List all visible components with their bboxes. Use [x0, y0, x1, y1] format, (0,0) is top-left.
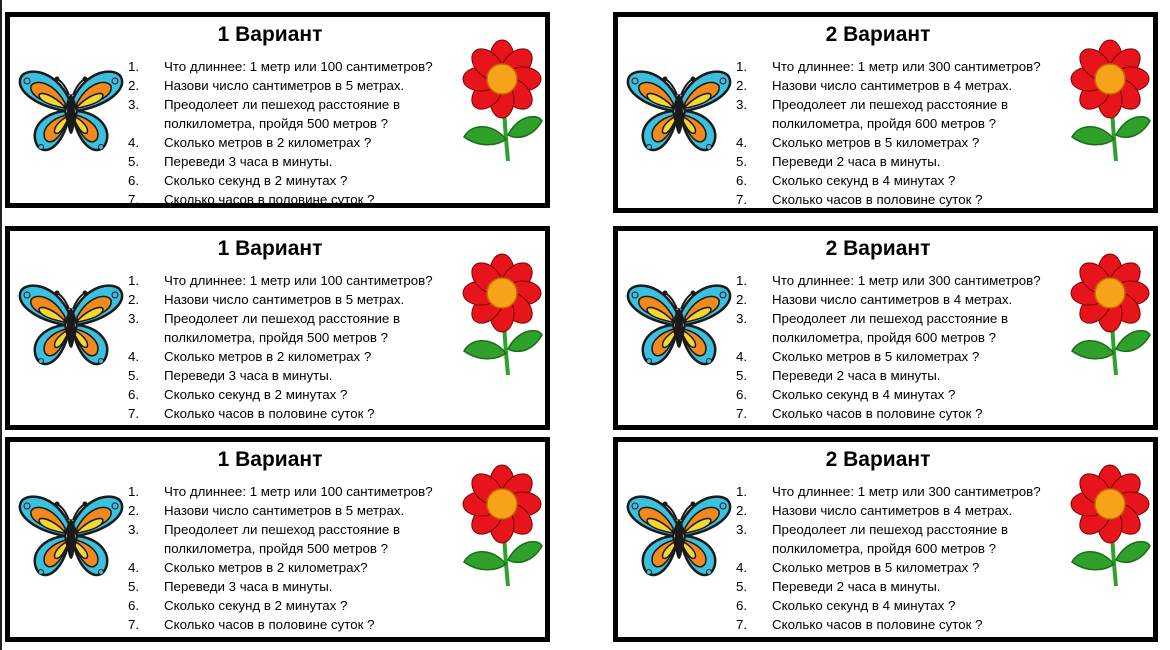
- question-item: [736, 577, 1076, 596]
- question-number: 2.: [128, 78, 140, 93]
- question-text: Сколько секунд в 4 минутах ?: [772, 173, 956, 188]
- question-text: Преодолеет ли пешеход расстояние в полкилометра, пройдя 500 метров ?: [164, 311, 401, 345]
- question-text: Преодолеет ли пешеход расстояние в полкилометра, пройдя 600 метров ?: [772, 522, 1009, 556]
- variant-title: 2 Вариант: [825, 448, 931, 471]
- question-item: [736, 596, 1076, 615]
- question-number: 5.: [736, 579, 748, 594]
- question-item: [736, 520, 1076, 558]
- question-item: [736, 95, 1076, 133]
- question-text: Преодолеет ли пешеход расстояние в полкилометра, пройдя 600 метров ?: [772, 97, 1009, 131]
- question-number: 1.: [128, 484, 140, 499]
- question-text: Переведи 2 часа в минуты.: [772, 579, 941, 594]
- variant-title: 2 Вариант: [825, 237, 931, 260]
- question-text: Переведи 2 часа в минуты.: [772, 154, 941, 169]
- question-item: [128, 558, 468, 577]
- question-item: [736, 501, 1076, 520]
- question-item: [128, 404, 468, 423]
- question-list: [128, 482, 468, 634]
- question-item: [128, 520, 468, 558]
- variant-title: 1 Вариант: [217, 448, 323, 471]
- butterfly-icon: [15, 484, 127, 584]
- question-item: [128, 171, 468, 190]
- question-text: Сколько часов в половине суток ?: [772, 406, 983, 421]
- question-text: Сколько часов в половине суток ?: [772, 192, 983, 207]
- question-text: Сколько секунд в 2 минутах ?: [164, 598, 348, 613]
- question-number: 7.: [128, 617, 140, 632]
- question-item: [736, 190, 1076, 209]
- question-item: [128, 190, 468, 209]
- question-text: Сколько часов в половине суток ?: [772, 617, 983, 632]
- question-item: [736, 152, 1076, 171]
- variant-title: 1 Вариант: [217, 23, 323, 46]
- question-text: Переведи 3 часа в минуты.: [164, 579, 333, 594]
- question-list: [128, 57, 468, 209]
- question-item: [128, 482, 468, 501]
- question-item: [128, 596, 468, 615]
- question-number: 2.: [736, 78, 748, 93]
- question-number: 5.: [128, 368, 140, 383]
- question-number: 2.: [128, 503, 140, 518]
- question-item: [736, 271, 1076, 290]
- question-item: [736, 615, 1076, 634]
- variant-title: 2 Вариант: [825, 23, 931, 46]
- flower-icon: [1068, 39, 1152, 167]
- question-text: Назови число сантиметров в 5 метрах.: [164, 78, 405, 93]
- question-text: Что длиннее: 1 метр или 300 сантиметров?: [772, 59, 1041, 74]
- variant-title: 1 Вариант: [217, 237, 323, 260]
- question-number: 3.: [128, 311, 140, 326]
- question-item: [736, 347, 1076, 366]
- question-number: 4.: [128, 135, 140, 150]
- question-text: Сколько метров в 2 километрах?: [164, 560, 368, 575]
- question-number: 7.: [128, 406, 140, 421]
- worksheet-card: [613, 437, 1158, 642]
- question-text: Что длиннее: 1 метр или 100 сантиметров?: [164, 273, 433, 288]
- question-number: 5.: [128, 154, 140, 169]
- question-list: [736, 271, 1076, 423]
- question-item: [128, 615, 468, 634]
- question-number: 3.: [128, 522, 140, 537]
- question-item: [128, 290, 468, 309]
- butterfly-icon: [623, 273, 735, 373]
- butterfly-icon: [15, 273, 127, 373]
- worksheet-card: [5, 12, 550, 208]
- question-list: [736, 57, 1076, 209]
- question-number: 1.: [128, 273, 140, 288]
- question-item: [736, 171, 1076, 190]
- question-text: Сколько метров в 2 километрах ?: [164, 349, 372, 364]
- question-item: [736, 558, 1076, 577]
- question-item: [736, 404, 1076, 423]
- question-number: 3.: [736, 97, 748, 112]
- butterfly-icon: [623, 484, 735, 584]
- worksheet-card: [5, 226, 550, 430]
- question-text: Назови число сантиметров в 5 метрах.: [164, 292, 405, 307]
- question-number: 6.: [736, 173, 748, 188]
- question-number: 7.: [736, 192, 748, 207]
- flower-icon: [460, 253, 544, 381]
- butterfly-icon: [15, 59, 127, 159]
- question-item: [128, 347, 468, 366]
- question-number: 6.: [128, 598, 140, 613]
- question-number: 2.: [736, 503, 748, 518]
- question-item: [128, 577, 468, 596]
- question-text: Что длиннее: 1 метр или 300 сантиметров?: [772, 273, 1041, 288]
- question-number: 4.: [736, 560, 748, 575]
- question-item: [736, 482, 1076, 501]
- question-text: Что длиннее: 1 метр или 100 сантиметров?: [164, 484, 433, 499]
- question-item: [128, 366, 468, 385]
- question-number: 4.: [128, 349, 140, 364]
- question-number: 5.: [128, 579, 140, 594]
- question-number: 1.: [736, 59, 748, 74]
- question-number: 6.: [736, 598, 748, 613]
- question-list: [128, 271, 468, 423]
- question-text: Сколько часов в половине суток ?: [164, 406, 375, 421]
- question-number: 7.: [736, 406, 748, 421]
- question-text: Сколько метров в 2 километрах ?: [164, 135, 372, 150]
- question-item: [128, 95, 468, 133]
- question-item: [128, 133, 468, 152]
- question-text: Сколько секунд в 2 минутах ?: [164, 387, 348, 402]
- question-item: [736, 290, 1076, 309]
- question-number: 4.: [736, 135, 748, 150]
- question-item: [128, 76, 468, 95]
- question-item: [736, 76, 1076, 95]
- question-item: [128, 152, 468, 171]
- question-text: Сколько часов в половине суток ?: [164, 192, 375, 207]
- question-item: [128, 271, 468, 290]
- question-text: Преодолеет ли пешеход расстояние в полкилометра, пройдя 500 метров ?: [164, 522, 401, 556]
- question-text: Что длиннее: 1 метр или 300 сантиметров?: [772, 484, 1041, 499]
- worksheet-card: [5, 437, 550, 642]
- question-text: Сколько метров в 5 километрах ?: [772, 349, 980, 364]
- question-item: [736, 366, 1076, 385]
- question-text: Сколько часов в половине суток ?: [164, 617, 375, 632]
- question-number: 5.: [736, 368, 748, 383]
- flower-icon: [460, 464, 544, 592]
- worksheet-card: [613, 226, 1158, 430]
- question-text: Сколько метров в 5 километрах ?: [772, 560, 980, 575]
- question-number: 3.: [736, 522, 748, 537]
- flower-icon: [1068, 253, 1152, 381]
- question-text: Сколько метров в 5 километрах ?: [772, 135, 980, 150]
- question-item: [736, 133, 1076, 152]
- question-text: Назови число сантиметров в 5 метрах.: [164, 503, 405, 518]
- question-number: 7.: [736, 617, 748, 632]
- question-number: 4.: [736, 349, 748, 364]
- question-text: Что длиннее: 1 метр или 100 сантиметров?: [164, 59, 433, 74]
- question-list: [736, 482, 1076, 634]
- question-text: Сколько секунд в 4 минутах ?: [772, 598, 956, 613]
- question-item: [128, 57, 468, 76]
- question-number: 3.: [128, 97, 140, 112]
- question-text: Переведи 3 часа в минуты.: [164, 368, 333, 383]
- question-item: [736, 385, 1076, 404]
- question-text: Сколько секунд в 4 минутах ?: [772, 387, 956, 402]
- flower-icon: [460, 39, 544, 167]
- question-text: Назови число сантиметров в 4 метрах.: [772, 78, 1013, 93]
- question-text: Назови число сантиметров в 4 метрах.: [772, 292, 1013, 307]
- question-item: [736, 309, 1076, 347]
- question-number: 6.: [128, 387, 140, 402]
- question-item: [736, 57, 1076, 76]
- question-number: 2.: [736, 292, 748, 307]
- question-item: [128, 385, 468, 404]
- question-number: 1.: [128, 59, 140, 74]
- question-text: Преодолеет ли пешеход расстояние в полкилометра, пройдя 600 метров ?: [772, 311, 1009, 345]
- question-text: Преодолеет ли пешеход расстояние в полкилометра, пройдя 500 метров ?: [164, 97, 401, 131]
- question-item: [128, 501, 468, 520]
- worksheet-card: [613, 12, 1158, 213]
- question-text: Назови число сантиметров в 4 метрах.: [772, 503, 1013, 518]
- question-number: 1.: [736, 484, 748, 499]
- question-number: 5.: [736, 154, 748, 169]
- question-number: 6.: [128, 173, 140, 188]
- question-number: 3.: [736, 311, 748, 326]
- question-item: [128, 309, 468, 347]
- question-text: Переведи 3 часа в минуты.: [164, 154, 333, 169]
- flower-icon: [1068, 464, 1152, 592]
- question-number: 1.: [736, 273, 748, 288]
- question-number: 7.: [128, 192, 140, 207]
- question-text: Переведи 2 часа в минуты.: [772, 368, 941, 383]
- question-number: 4.: [128, 560, 140, 575]
- page-edge: [0, 0, 2, 650]
- question-text: Сколько секунд в 2 минутах ?: [164, 173, 348, 188]
- question-number: 6.: [736, 387, 748, 402]
- butterfly-icon: [623, 59, 735, 159]
- question-number: 2.: [128, 292, 140, 307]
